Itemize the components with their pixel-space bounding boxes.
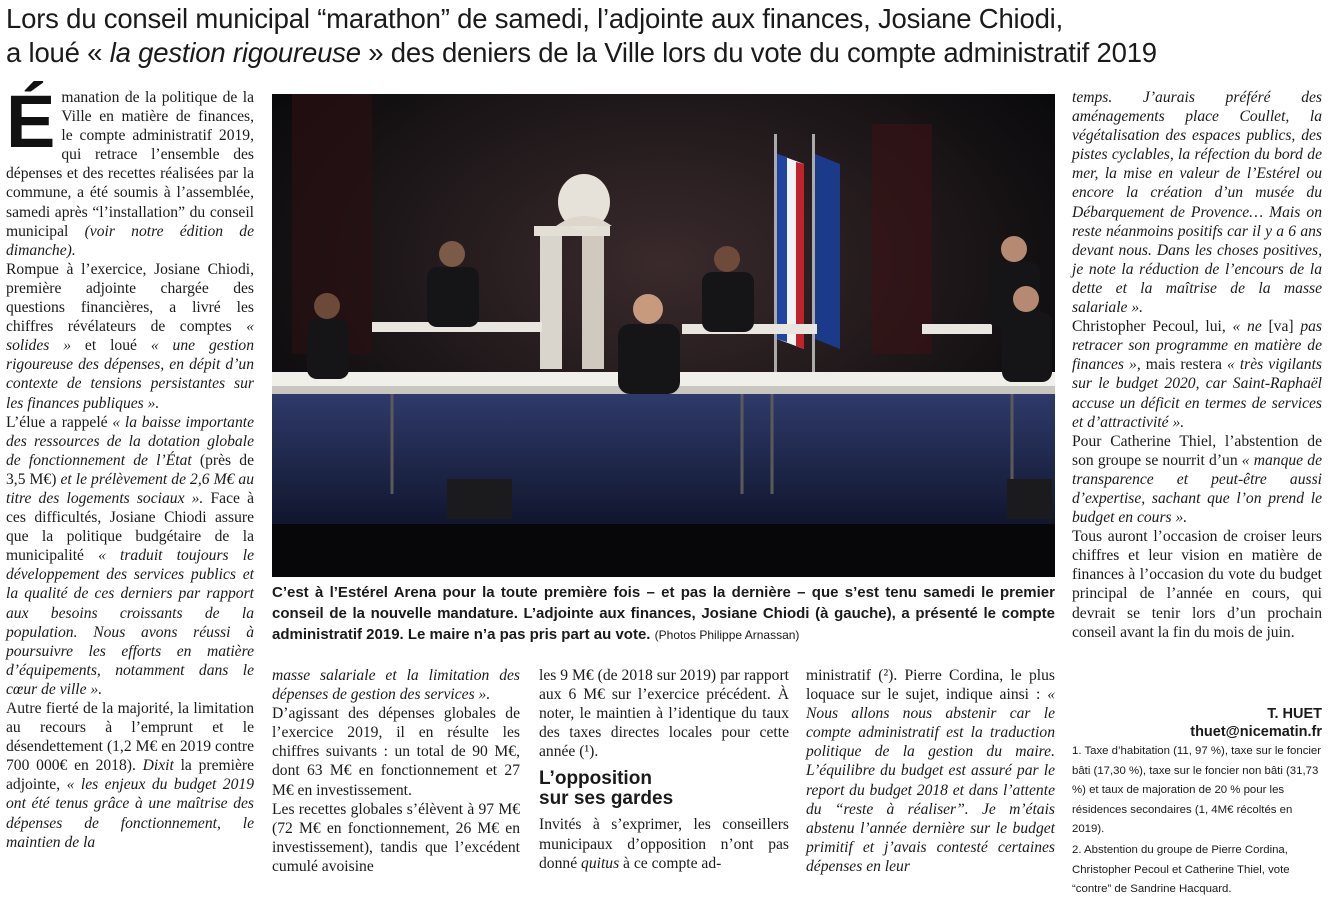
text-run: la première adjointe,: [6, 757, 254, 794]
text-run: L’élue a rappelé: [6, 413, 113, 431]
caption-text: C’est à l’Estérel Arena pour la toute première fois – et pas la dernière – que s’est tenu samedi le premier conseil de la nouvelle mandature. L’adjointe aux finances, Josiane Chiodi (à gauche), a présenté le compte administratif 2019. Le maire n’a pas pris part au vote.: [272, 584, 1055, 643]
article-headline: [6, 2, 1326, 70]
quote: « très vigilants sur le budget 2020, car Saint-Raphaël accuse un déficit en termes de services et d’attractivité ».: [1072, 356, 1322, 431]
quote: « la baisse importante des ressources de la dotation globale de fonctionnement de l’État: [6, 413, 254, 469]
headline-quote: la gestion rigoureuse: [109, 37, 361, 68]
quote: pas retracer son programme en matière de finances »: [1072, 318, 1322, 374]
paragraph: temps. J’aurais préféré des aménagements place Coullet, la végétalisation des espaces publics, des pistes cyclables, la réfection du bord de mer, la mise en valeur de l’Estérel ou encore la création d’un musée du Débarquement de Provence… Mais on reste néanmoins positifs car il y a 6 ans devant nous. Dans les choses positives, je note la réduction de l’encours de la dette et la maîtrise de la masse salariale ».: [1072, 89, 1322, 317]
photo-caption: [272, 582, 1055, 646]
footnote: 2. Abstention du groupe de Pierre Cordina, Christopher Pecoul et Catherine Thiel, vote “contre” de Sandrine Hacquard.: [1072, 843, 1290, 896]
article-column-1: [6, 80, 255, 852]
article-column-3: [539, 666, 789, 873]
paragraph: [1072, 317, 1322, 432]
quote: « les enjeux du budget 2019 ont été tenus grâce à une maîtrise des dépenses de fonctionnement, le maintien de la: [6, 776, 254, 851]
paragraph: les 9 M€ (de 2018 sur 2019) par rapport aux 6 M€ sur l’exercice précédent. À noter, le maintien à l’identique du taux des taxes directes locales pour cette année (¹).: [539, 667, 789, 761]
council-photo-illustration: [272, 94, 1055, 577]
text-run: à ce compte ad-: [619, 854, 722, 872]
text-run: (près de 3,5 M€): [6, 451, 255, 488]
quote: « solides »: [6, 318, 254, 355]
paragraph: Les recettes globales s’élèvent à 97 M€ (72 M€ en fonctionnement, 26 M€ en investissement), tandis que l’excédent cumulé avoisine: [272, 800, 520, 875]
text-run: [va]: [1261, 318, 1301, 336]
headline-line-1: Lors du conseil municipal “marathon” de samedi, l’adjointe aux finances, Josiane Chiodi,: [6, 3, 1064, 34]
article-column-2: [272, 666, 520, 876]
paragraph: Tous auront l’occasion de croiser leurs chiffres et leur vision en matière de finances à l’occasion du vote du budget principal de l’année en cours, qui devrait se tenir lors d’un prochain conseil avant la fin du mois de juin.: [1072, 528, 1322, 641]
article-column-5: [1072, 88, 1322, 642]
quote: « traduit toujours le développement des services publics et la qualité de ces derniers par rapport aux besoins croissants de la population. Nous avons réussi à poursuivre les efforts en matière d’équipements, notamment dans le cœur de ville ».: [6, 547, 254, 698]
section-subheading: [539, 769, 789, 809]
paragraph: masse salariale et la limitation des dépenses de gestion des services ».: [272, 667, 520, 704]
text-run: Dixit: [142, 757, 174, 775]
article-column-4: [806, 666, 1055, 876]
text-run: manation de la politique de la Ville en matière de finances, le compte administratif 2019, qui retrace l’ensemble des dépenses et des recettes réalisées par la commune, a été soumis à l’assemblée, samedi après “l’installation” du conseil municipal: [6, 89, 254, 240]
subheading-line: sur ses gardes: [539, 788, 674, 810]
paragraph: [1072, 432, 1322, 527]
text-run: Pour Catherine Thiel, l’abstention de son groupe se nourrit d’un: [1072, 432, 1322, 469]
text-run: et loué: [71, 337, 151, 355]
text-run: ministratif (²). Pierre Cordina, le plus loquace sur le sujet, indique ainsi :: [806, 667, 1055, 704]
subheading-line: L’opposition: [539, 768, 652, 790]
paragraph: [6, 413, 254, 699]
text-run: , mais restera: [1136, 356, 1227, 374]
headline-text: a loué «: [6, 37, 110, 68]
paragraph: [6, 699, 254, 852]
author-email: thuet@nicematin.fr: [1190, 724, 1322, 740]
paragraph: [6, 260, 254, 413]
paragraph: [806, 666, 1055, 876]
text-run: Face à ces difficultés, Josiane Chiodi assure que la politique budgétaire de la municipalité: [6, 489, 254, 565]
quote: « manque de transparence et peut-être aussi d’expertise, sachant que l’on prend le budget en cours ».: [1072, 451, 1322, 527]
council-meeting-photo: [272, 94, 1055, 577]
text-run: quitus: [581, 854, 620, 872]
headline-text: » des deniers de la Ville lors du vote du compte administratif 2019: [360, 37, 1157, 68]
footnotes: [1072, 742, 1326, 901]
paragraph: D’agissant des dépenses globales de l’exercice 2019, il en résulte les chiffres suivants : un total de 90 M€, dont 63 M€ en fonctionnement et 27 M€ en investissement.: [272, 705, 520, 799]
drop-cap: É: [6, 80, 56, 163]
paragraph: [6, 80, 255, 260]
quote: « une gestion rigoureuse des dépenses, en dépit d’un contexte de tensions persistantes sur les finances publiques ».: [6, 337, 255, 412]
quote: « ne: [1232, 318, 1262, 336]
photo-credit: (Photos Philippe Arnassan): [654, 628, 800, 642]
text-run: Invités à s’exprimer, les conseillers municipaux d’opposition n’ont pas donné: [539, 816, 789, 872]
text-run: Autre fierté de la majorité, la limitation au recours à l’emprunt et le désendettement (1,2 M€ en 2019 contre 700 000€ en 2018).: [6, 700, 254, 775]
footnote: 1. Taxe d’habitation (11, 97 %), taxe sur le foncier bâti (17,30 %), taxe sur le foncier non bâti (31,73 %) et taux de majoration de 20 % pour les résidences secondaires (1, 4M€ récoltés en 2019).: [1072, 745, 1322, 836]
text-run: Christopher Pecoul, lui,: [1072, 318, 1233, 336]
author-signature: T. HUET: [1267, 706, 1322, 722]
paragraph: [539, 815, 789, 872]
headline-line-2: [6, 36, 1326, 70]
text-run: Rompue à l’exercice, Josiane Chiodi, première adjointe chargée des questions financières, a livré les chiffres révélateurs de comptes: [6, 260, 254, 336]
quote: « Nous allons nous abstenir car le compte administratif est la traduction politique de la gestion du maire. L’équilibre du budget est assuré par le report du budget 2018 et dans l’attente du “reste à réaliser”. Je m’étais abstenu l’année dernière sur le budget primitif et j’avais contesté certaines dépenses en leur: [806, 686, 1055, 875]
text-run: (voir notre édition de dimanche).: [6, 222, 255, 259]
quote: et le prélèvement de 2,6 M€ au titre des logements sociaux ».: [6, 470, 254, 507]
